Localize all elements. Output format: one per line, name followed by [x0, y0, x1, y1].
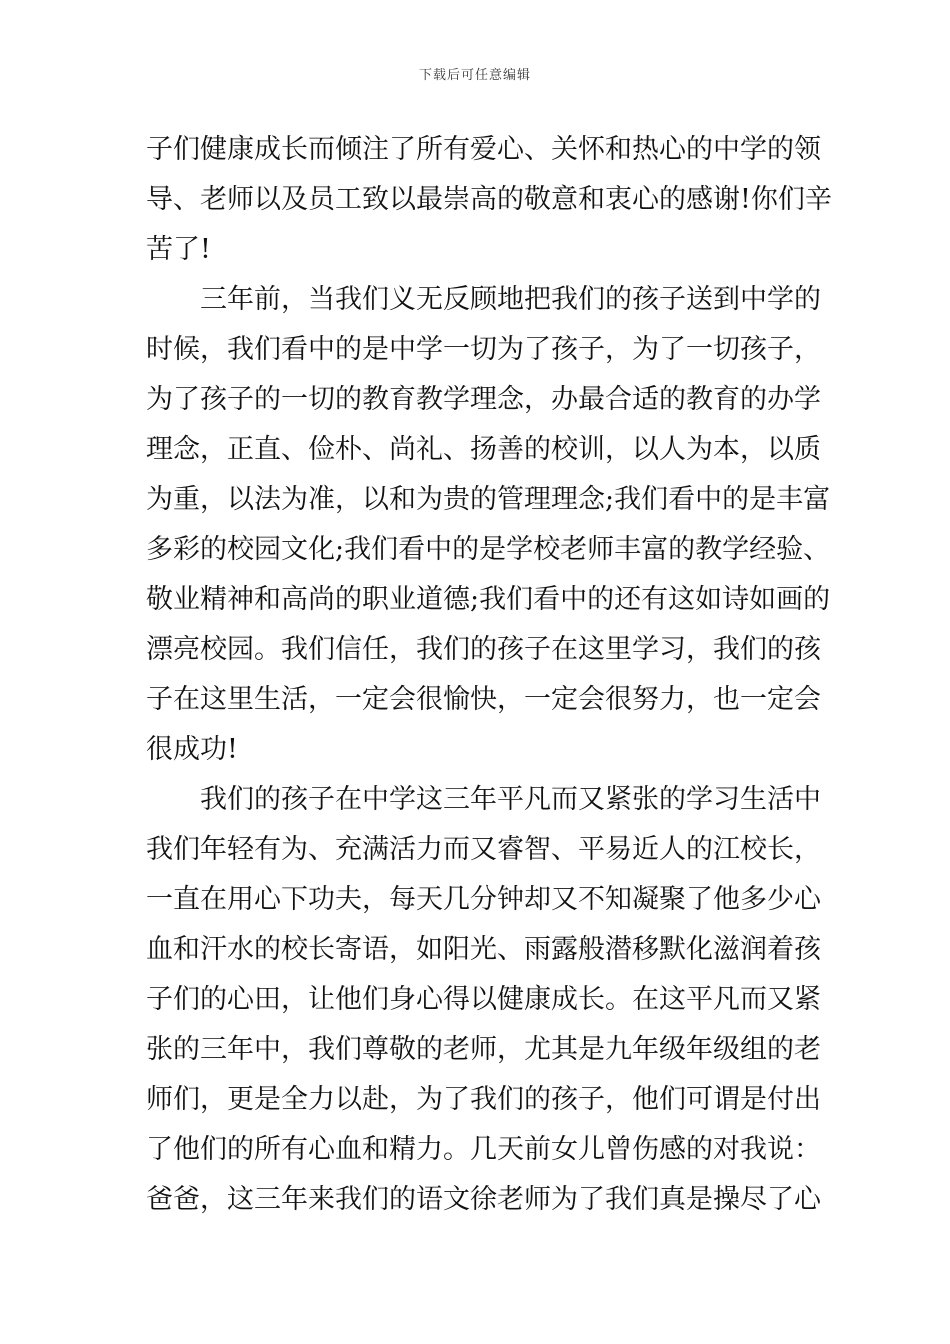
text-line: 了他们的所有心血和精力。几天前女儿曾伤感的对我说： — [146, 1134, 821, 1165]
text-line: 我们的孩子在中学这三年平凡而又紧张的学习生活中 — [200, 784, 821, 815]
text-line: 很成功! — [146, 734, 238, 765]
text-line: 导、老师以及员工致以最崇高的敬意和衷心的感谢!你们辛 — [146, 184, 832, 215]
text-line: 时候，我们看中的是中学一切为了孩子，为了一切孩子， — [146, 334, 821, 365]
text-line: 三年前，当我们义无反顾地把我们的孩子送到中学的 — [200, 284, 821, 315]
text-line: 子们健康成长而倾注了所有爱心、关怀和热心的中学的领 — [146, 134, 821, 165]
text-line: 多彩的校园文化;我们看中的是学校老师丰富的教学经验、 — [146, 534, 831, 565]
text-line: 张的三年中，我们尊敬的老师，尤其是九年级年级组的老 — [146, 1034, 821, 1065]
text-line: 苦了! — [146, 234, 211, 265]
text-line: 子在这里生活，一定会很愉快，一定会很努力，也一定会 — [146, 684, 821, 715]
text-line: 师们，更是全力以赴，为了我们的孩子，他们可谓是付出 — [146, 1084, 821, 1115]
text-line: 理念，正直、俭朴、尚礼、扬善的校训，以人为本，以质 — [146, 434, 821, 465]
text-line: 为了孩子的一切的教育教学理念，办最合适的教育的办学 — [146, 384, 821, 415]
document-body — [146, 125, 832, 1225]
text-line: 爸爸，这三年来我们的语文徐老师为了我们真是操尽了心 — [146, 1184, 821, 1215]
text-line: 血和汗水的校长寄语，如阳光、雨露般潜移默化滋润着孩 — [146, 934, 821, 965]
text-line: 一直在用心下功夫，每天几分钟却又不知凝聚了他多少心 — [146, 884, 821, 915]
text-line: 子们的心田，让他们身心得以健康成长。在这平凡而又紧 — [146, 984, 821, 1015]
text-line: 敬业精神和高尚的职业道德;我们看中的还有这如诗如画的 — [146, 584, 831, 615]
text-line: 我们年轻有为、充满活力而又睿智、平易近人的江校长， — [146, 834, 821, 865]
text-line: 漂亮校园。我们信任，我们的孩子在这里学习，我们的孩 — [146, 634, 821, 665]
page-header-note: 下载后可任意编辑 — [418, 68, 531, 83]
text-line: 为重，以法为准，以和为贵的管理理念;我们看中的是丰富 — [146, 484, 831, 515]
